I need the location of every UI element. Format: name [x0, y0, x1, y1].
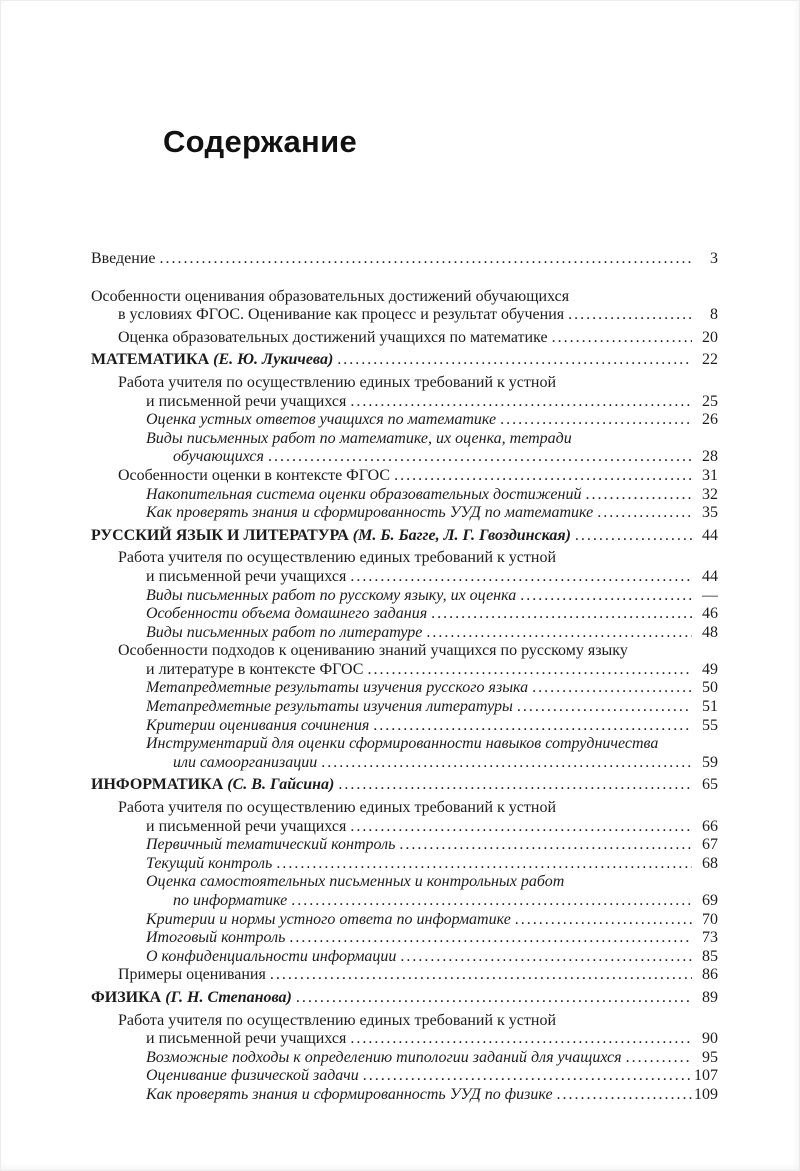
toc-entry — [91, 1049, 718, 1068]
toc-line — [91, 486, 718, 505]
entry-title: Критерии и нормы устного ответа по информатике — [146, 910, 511, 928]
dot-leader — [373, 717, 692, 736]
dot-leader — [426, 624, 692, 643]
dot-leader — [337, 351, 692, 370]
toc-entry — [91, 929, 718, 948]
section-author: (С. В. Гайсина) — [223, 776, 335, 794]
toc-entry — [91, 587, 718, 606]
toc-entry — [91, 799, 718, 836]
toc-line — [91, 467, 718, 486]
section-name: МАТЕМАТИКА — [91, 351, 210, 369]
dot-leader — [350, 393, 692, 412]
toc-entry — [91, 605, 718, 624]
dot-leader — [520, 587, 692, 606]
toc-entry — [91, 1067, 718, 1086]
toc-line — [91, 642, 718, 661]
page-number: 69 — [702, 892, 718, 909]
page-number: 73 — [702, 929, 718, 947]
toc-line — [91, 527, 718, 546]
dot-leader — [289, 929, 692, 948]
toc-line — [91, 873, 718, 892]
toc-line — [91, 929, 718, 948]
entry-title: или самоорганизации — [173, 753, 318, 771]
dot-leader — [321, 754, 692, 773]
page-number: 22 — [702, 351, 718, 369]
page-number: 107 — [694, 1067, 718, 1085]
entry-title: Как проверять знания и сформированность УУД по физике — [146, 1085, 553, 1103]
page-number: 68 — [702, 854, 718, 872]
dot-leader — [350, 568, 692, 587]
toc-line — [91, 799, 718, 818]
toc-entry — [91, 966, 718, 985]
section-author: (Г. Н. Степанова) — [161, 988, 292, 1006]
entry-title: Особенности объема домашнего задания — [146, 605, 428, 623]
toc-line — [91, 911, 718, 930]
entry-title: Текущий контроль — [146, 854, 273, 872]
toc-line — [91, 568, 718, 587]
page-number: 31 — [702, 466, 718, 484]
section-name: ФИЗИКА — [91, 988, 162, 1006]
toc-line — [91, 1030, 718, 1049]
entry-title: Виды письменных работ по литературе — [146, 623, 423, 641]
toc-line — [91, 393, 718, 412]
dot-leader — [431, 605, 692, 624]
page-number: 48 — [702, 623, 718, 641]
entry-title: Критерии оценивания сочинения — [146, 716, 370, 734]
section-title — [91, 351, 333, 370]
dot-leader — [270, 966, 692, 985]
toc-list — [91, 250, 718, 1105]
page-number: 26 — [702, 411, 718, 429]
toc-line — [91, 836, 718, 855]
page-number: 20 — [702, 328, 718, 346]
entry-title: Особенности подходов к оцениванию знаний учащихся по русскому языку — [118, 642, 628, 660]
entry-title: в условиях ФГОС. Оценивание как процесс и результат обучения — [118, 306, 565, 324]
toc-line — [91, 754, 718, 773]
toc-line — [91, 892, 718, 911]
entry-title: Метапредметные результаты изучения русского языка — [146, 679, 529, 697]
toc-entry — [91, 948, 718, 967]
entry-title: обучающихся — [173, 448, 264, 466]
toc-line — [91, 430, 718, 449]
dot-leader — [557, 1086, 692, 1105]
page-number: 49 — [702, 660, 718, 678]
toc-line — [91, 587, 718, 606]
toc-entry — [91, 642, 718, 679]
entry-title: Первичный тематический контроль — [146, 836, 396, 854]
toc-line — [91, 966, 718, 985]
page-number: 86 — [702, 966, 718, 984]
dot-leader — [500, 411, 692, 430]
page-number: 8 — [710, 306, 718, 324]
entry-title: Виды письменных работ по русскому языку, их оценка — [146, 586, 517, 604]
toc-entry — [91, 1086, 718, 1105]
toc-line — [91, 306, 718, 325]
toc-section-header — [91, 351, 718, 370]
entry-title: и письменной речи учащихся — [146, 392, 347, 410]
section-title — [91, 527, 571, 546]
toc-entry — [91, 467, 718, 486]
entry-title: Оценка устных ответов учащихся по математике — [146, 411, 497, 429]
toc-line — [91, 1049, 718, 1068]
section-title — [91, 776, 334, 795]
toc-line — [91, 679, 718, 698]
toc-line — [91, 624, 718, 643]
entry-title: Виды письменных работ по математике, их оценка, тетради — [146, 429, 572, 447]
dot-leader — [291, 892, 692, 911]
page-number: 90 — [702, 1030, 718, 1048]
entry-title: Метапредметные результаты изучения литературы — [146, 698, 513, 716]
page-number: 32 — [702, 485, 718, 503]
toc-line — [91, 605, 718, 624]
entry-title: Работа учителя по осуществлению единых требований к устной — [118, 549, 556, 567]
toc-line — [91, 855, 718, 874]
toc-entry — [91, 374, 718, 411]
entry-title: Оценивание физической задачи — [146, 1067, 359, 1085]
dot-leader — [268, 448, 692, 467]
toc-line — [91, 818, 718, 837]
dot-leader — [575, 527, 692, 546]
toc-line — [91, 948, 718, 967]
entry-title: Итоговый контроль — [146, 929, 286, 947]
entry-title: Работа учителя по осуществлению единых требований к устной — [118, 373, 556, 391]
page-title: Содержание — [163, 124, 357, 159]
entry-title: и письменной речи учащихся — [146, 1030, 347, 1048]
toc-section-header — [91, 776, 718, 795]
entry-title: Работа учителя по осуществлению единых требований к устной — [118, 799, 556, 817]
toc-entry — [91, 250, 718, 269]
dot-leader — [338, 776, 692, 795]
page-number: 85 — [702, 947, 718, 965]
page-number: 67 — [702, 836, 718, 854]
dot-leader — [568, 306, 692, 325]
toc-line — [91, 448, 718, 467]
toc-entry — [91, 288, 718, 325]
page-number: 46 — [702, 605, 718, 623]
dot-leader — [515, 911, 692, 930]
toc-line — [91, 411, 718, 430]
page-number: 44 — [702, 526, 718, 544]
toc-entry — [91, 836, 718, 855]
toc-entry — [91, 679, 718, 698]
toc-entry — [91, 549, 718, 586]
toc-line — [91, 989, 718, 1008]
entry-title: О конфиденциальности информации — [146, 947, 397, 965]
entry-title: Оценка образовательных достижений учащихся по математике — [118, 328, 548, 346]
toc-line — [91, 1012, 718, 1031]
dot-leader — [626, 1049, 692, 1068]
toc-entry — [91, 717, 718, 736]
dot-leader — [363, 1067, 692, 1086]
toc-entry — [91, 911, 718, 930]
page-number: 3 — [710, 250, 718, 267]
page-number: — — [702, 586, 718, 604]
entry-title: Особенности оценивания образовательных достижений обучающихся — [91, 287, 570, 305]
toc-entry — [91, 329, 718, 348]
toc-line — [91, 504, 718, 523]
entry-title: Накопительная система оценки образовательных достижений — [146, 485, 582, 503]
dot-leader — [399, 836, 692, 855]
toc-line — [91, 351, 718, 370]
page-number: 51 — [702, 698, 718, 716]
page-number: 59 — [702, 753, 718, 771]
toc-entry — [91, 430, 718, 467]
page-number: 44 — [702, 567, 718, 585]
dot-leader — [160, 250, 693, 269]
dot-leader — [296, 989, 692, 1008]
section-name: ИНФОРМАТИКА — [91, 776, 224, 794]
toc-entry — [91, 624, 718, 643]
entry-title: Оценка самостоятельных письменных и контрольных работ — [146, 873, 565, 891]
page-number: 50 — [702, 679, 718, 697]
page-number: 25 — [702, 392, 718, 410]
entry-title: по информатике — [173, 892, 288, 909]
toc-line — [91, 329, 718, 348]
dot-leader — [400, 948, 692, 967]
toc-entry — [91, 411, 718, 430]
toc-section-header — [91, 989, 718, 1008]
page-number: 109 — [694, 1085, 718, 1103]
toc-entry — [91, 855, 718, 874]
dot-leader — [350, 1030, 692, 1049]
page-number: 66 — [702, 817, 718, 835]
dot-leader — [517, 698, 692, 717]
toc-entry — [91, 735, 718, 772]
toc-line — [91, 698, 718, 717]
page-number: 65 — [702, 776, 718, 794]
toc-entry — [91, 698, 718, 717]
entry-title: и письменной речи учащихся — [146, 567, 347, 585]
entry-title: и письменной речи учащихся — [146, 817, 347, 835]
toc-line — [91, 717, 718, 736]
toc-line — [91, 250, 718, 269]
dot-leader — [585, 486, 692, 505]
section-author: (Е. Ю. Лукичева) — [209, 351, 334, 369]
toc-line — [91, 661, 718, 680]
toc-entry — [91, 873, 718, 910]
entry-title: Возможные подходы к определению типологии заданий для учащихся — [146, 1048, 622, 1066]
toc-line — [91, 1067, 718, 1086]
toc-section-header — [91, 527, 718, 546]
entry-title: Работа учителя по осуществлению единых требований к устной — [118, 1011, 556, 1029]
dot-leader — [350, 818, 692, 837]
page-number: 35 — [702, 504, 718, 522]
toc-entry — [91, 486, 718, 505]
page-number: 95 — [702, 1048, 718, 1066]
entry-title: Инструментарий для оценки сформированности навыков сотрудничества — [146, 735, 659, 753]
entry-title: Введение — [91, 250, 156, 267]
toc-line — [91, 735, 718, 754]
toc-line — [91, 1086, 718, 1105]
entry-title: Как проверять знания и сформированность УУД по математике — [146, 504, 594, 522]
entry-title: Особенности оценки в контексте ФГОС — [118, 466, 391, 484]
page-number: 55 — [702, 716, 718, 734]
page-number: 70 — [702, 910, 718, 928]
entry-title: и литературе в контексте ФГОС — [146, 660, 364, 678]
page-number: 89 — [702, 988, 718, 1006]
section-author: (М. Б. Багге, Л. Г. Гвоздинская) — [348, 526, 571, 544]
section-name: РУССКИЙ ЯЗЫК И ЛИТЕРАТУРА — [91, 526, 349, 544]
dot-leader — [276, 855, 692, 874]
toc-entry — [91, 504, 718, 523]
entry-title: Примеры оценивания — [118, 966, 266, 984]
toc-line — [91, 288, 718, 307]
dot-leader — [597, 504, 692, 523]
toc-line — [91, 374, 718, 393]
toc-entry — [91, 1012, 718, 1049]
dot-leader — [367, 661, 692, 680]
dot-leader — [532, 679, 692, 698]
toc-line — [91, 776, 718, 795]
page-number: 28 — [702, 448, 718, 466]
dot-leader — [552, 329, 692, 348]
toc-line — [91, 549, 718, 568]
dot-leader — [394, 467, 692, 486]
section-title — [91, 989, 292, 1008]
